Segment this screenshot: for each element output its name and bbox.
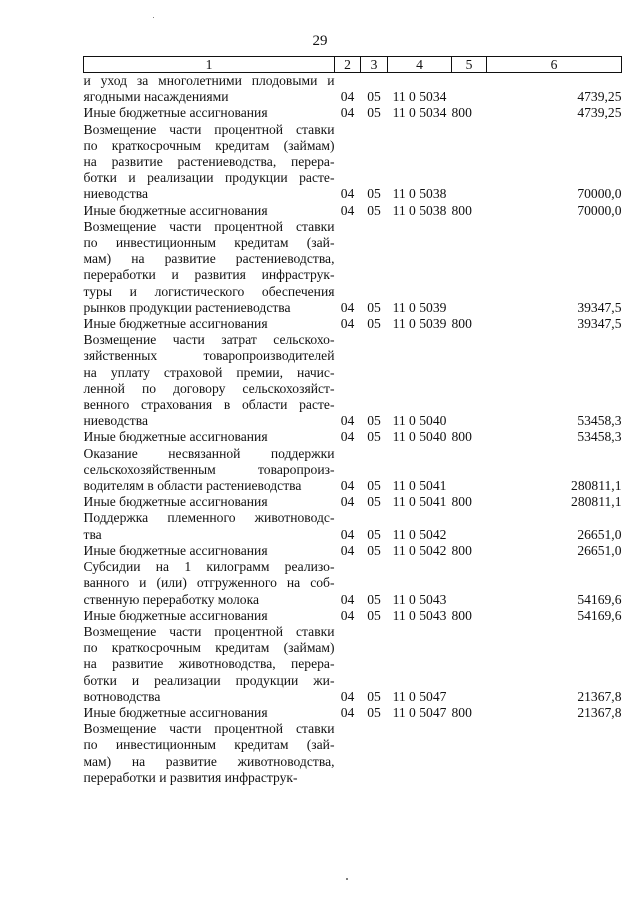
subsection-code: 05: [367, 704, 381, 720]
description-line: Возмещение части затрат сельскохо-: [83, 332, 335, 348]
row-description: [84, 624, 335, 705]
expense-type-code: 800: [451, 202, 472, 218]
expense-type-code: 800: [451, 429, 472, 445]
description-line: ниеводства: [83, 186, 148, 202]
amount-value: 70000,0: [577, 202, 622, 218]
description-line: по краткосрочным кредитам (займам): [83, 137, 335, 153]
column-header: 1: [84, 57, 335, 73]
row-description: [84, 105, 335, 121]
table-row: [84, 446, 622, 495]
subsection-code: 05: [367, 299, 381, 315]
section-code: 04: [340, 89, 355, 105]
section-code: 04: [340, 186, 355, 202]
target-article-code: 11 0 5042: [392, 542, 447, 558]
description-line: и уход за многолетними плодовыми и: [83, 73, 335, 88]
target-article-code: [388, 721, 452, 786]
subsection-code: 05: [367, 607, 381, 623]
subsection-code: 05: [367, 186, 381, 202]
description-line: Иные бюджетные ассигнования: [83, 607, 268, 623]
section-code: [335, 721, 361, 786]
expense-type-code: [452, 559, 487, 608]
section-code: 04: [340, 494, 355, 510]
target-article-code: 11 0 5039: [392, 299, 447, 315]
row-description: [84, 73, 335, 106]
target-article-code: 11 0 5038: [392, 186, 447, 202]
description-line: по краткосрочным кредитам (займам): [83, 640, 335, 656]
table-row: [84, 203, 622, 219]
section-code: 04: [340, 478, 355, 494]
target-article-code: 11 0 5034: [392, 105, 447, 121]
description-line: мам) на развитие растениеводства,: [83, 251, 335, 267]
section-code: 04: [340, 542, 355, 558]
expense-type-code: [452, 446, 487, 495]
amount-value: [487, 721, 622, 786]
column-header: 2: [335, 57, 361, 73]
row-description: [84, 219, 335, 316]
description-line: Возмещение части процентной ставки: [83, 121, 335, 137]
subsection-code: 05: [367, 89, 381, 105]
subsection-code: 05: [367, 202, 381, 218]
table-row: [84, 332, 622, 429]
target-article-code: 11 0 5041: [392, 494, 447, 510]
description-line: Иные бюджетные ассигнования: [83, 429, 268, 445]
section-code: 04: [340, 591, 355, 607]
section-code: 04: [340, 105, 355, 121]
subsection-code: 05: [367, 542, 381, 558]
description-line: сельскохозяйственным товаропроиз-: [83, 461, 335, 477]
expense-type-code: 800: [451, 704, 472, 720]
description-line: переработки и развития инфраструк-: [83, 769, 298, 785]
amount-value: 280811,1: [571, 494, 622, 510]
expense-type-code: 800: [451, 607, 472, 623]
table-row: [84, 559, 622, 608]
row-description: [84, 608, 335, 624]
subsection-code: 05: [367, 413, 381, 429]
target-article-code: 11 0 5039: [392, 316, 447, 332]
section-code: 04: [340, 704, 355, 720]
description-line: зяйственных товаропроизводителей: [83, 348, 335, 364]
description-line: туры и логистического обеспечения: [83, 283, 335, 299]
row-description: [84, 543, 335, 559]
table-row: [84, 494, 622, 510]
target-article-code: 11 0 5047: [392, 704, 447, 720]
table-row: [84, 543, 622, 559]
expense-type-code: 800: [451, 105, 472, 121]
row-description: [84, 446, 335, 495]
description-line: ягодными насаждениями: [83, 89, 229, 105]
expense-type-code: [452, 219, 487, 316]
table-row: [84, 624, 622, 705]
target-article-code: 11 0 5038: [392, 202, 447, 218]
description-line: Возмещение части процентной ставки: [83, 218, 335, 234]
table-row: [84, 105, 622, 121]
expense-type-code: 800: [451, 316, 472, 332]
section-code: 04: [340, 429, 355, 445]
table-row: [84, 705, 622, 721]
section-code: 04: [340, 688, 355, 704]
subsection-code: 05: [367, 105, 381, 121]
expense-type-code: 800: [451, 542, 472, 558]
budget-table: [83, 56, 622, 786]
section-code: 04: [340, 607, 355, 623]
subsection-code: 05: [367, 429, 381, 445]
description-line: Иные бюджетные ассигнования: [83, 494, 268, 510]
amount-value: 4739,25: [577, 105, 622, 121]
row-description: [84, 494, 335, 510]
row-description: [84, 510, 335, 542]
target-article-code: 11 0 5043: [392, 591, 447, 607]
row-description: [84, 203, 335, 219]
table-row: [84, 122, 622, 203]
target-article-code: 11 0 5034: [392, 89, 447, 105]
table-row: [84, 219, 622, 316]
amount-value: 53458,3: [577, 413, 622, 429]
section-code: 04: [340, 413, 355, 429]
description-line: Поддержка племенного животноводс-: [83, 510, 335, 526]
amount-value: 21367,8: [577, 688, 622, 704]
description-line: Иные бюджетные ассигнования: [83, 542, 268, 558]
description-line: на уплату страховой премии, начис-: [83, 364, 335, 380]
column-header: 6: [487, 57, 622, 73]
description-line: ственную переработку молока: [83, 591, 260, 607]
description-line: ботки и реализации продукции расте-: [83, 170, 335, 186]
column-header: 3: [361, 57, 388, 73]
column-header: 5: [452, 57, 487, 73]
column-header: 4: [388, 57, 452, 73]
row-description: [84, 429, 335, 445]
amount-value: 54169,6: [577, 591, 622, 607]
description-line: по инвестиционным кредитам (зай-: [83, 235, 335, 251]
description-line: Иные бюджетные ассигнования: [83, 105, 268, 121]
subsection-code: 05: [367, 316, 381, 332]
description-line: вотноводства: [83, 688, 161, 704]
table-row: [84, 73, 622, 106]
expense-type-code: [452, 122, 487, 203]
subsection-code: 05: [367, 688, 381, 704]
amount-value: 280811,1: [571, 478, 622, 494]
amount-value: 39347,5: [577, 299, 622, 315]
description-line: ниеводства: [83, 413, 148, 429]
amount-value: 70000,0: [577, 186, 622, 202]
subsection-code: 05: [367, 478, 381, 494]
table-row: [84, 429, 622, 445]
subsection-code: 05: [367, 494, 381, 510]
table-row: [84, 721, 622, 786]
target-article-code: 11 0 5043: [392, 607, 447, 623]
expense-type-code: [452, 332, 487, 429]
description-line: Возмещение части процентной ставки: [83, 721, 335, 737]
section-code: 04: [340, 526, 355, 542]
expense-type-code: 800: [451, 494, 472, 510]
amount-value: 21367,8: [577, 704, 622, 720]
table-row: [84, 510, 622, 542]
expense-type-code: [452, 721, 487, 786]
description-line: ботки и реализации продукции жи-: [83, 672, 335, 688]
description-line: Иные бюджетные ассигнования: [83, 704, 268, 720]
section-code: 04: [340, 299, 355, 315]
description-line: мам) на развитие животноводства,: [83, 753, 335, 769]
description-line: венного страхования в области расте-: [83, 397, 335, 413]
amount-value: 39347,5: [577, 316, 622, 332]
column-header-row: [84, 57, 622, 73]
amount-value: 4739,25: [577, 89, 622, 105]
row-description: [84, 559, 335, 608]
description-line: тва: [83, 526, 102, 542]
description-line: Субсидии на 1 килограмм реализо-: [83, 559, 335, 575]
target-article-code: 11 0 5047: [392, 688, 447, 704]
description-line: ленной по договору сельскохозяйст-: [83, 380, 335, 396]
subsection-code: 05: [367, 591, 381, 607]
row-description: [84, 705, 335, 721]
description-line: Возмещение части процентной ставки: [83, 623, 335, 639]
row-description: [84, 721, 335, 786]
description-line: Иные бюджетные ассигнования: [83, 316, 268, 332]
section-code: 04: [340, 316, 355, 332]
page-number: 29: [312, 33, 328, 49]
expense-type-code: [452, 73, 487, 106]
target-article-code: 11 0 5040: [392, 413, 447, 429]
expense-type-code: [452, 510, 487, 542]
target-article-code: 11 0 5041: [392, 478, 447, 494]
target-article-code: 11 0 5040: [392, 429, 447, 445]
amount-value: 53458,3: [577, 429, 622, 445]
description-line: на развитие животноводства, перера-: [83, 656, 335, 672]
amount-value: 54169,6: [577, 607, 622, 623]
row-description: [84, 332, 335, 429]
description-line: на развитие растениеводства, перера-: [83, 154, 335, 170]
scan-speck: [153, 17, 154, 18]
description-line: рынков продукции растениеводства: [83, 299, 291, 315]
amount-value: 26651,0: [577, 542, 622, 558]
row-description: [84, 122, 335, 203]
table-row: [84, 316, 622, 332]
description-line: Оказание несвязанной поддержки: [83, 445, 335, 461]
description-line: водителям в области растениеводства: [83, 478, 302, 494]
description-line: переработки и развития инфраструк-: [83, 267, 335, 283]
subsection-code: [361, 721, 388, 786]
scan-speck: [346, 878, 348, 880]
description-line: ванного и (или) отгруженного на соб-: [83, 575, 335, 591]
table-row: [84, 608, 622, 624]
target-article-code: 11 0 5042: [392, 526, 447, 542]
row-description: [84, 316, 335, 332]
description-line: по инвестиционным кредитам (зай-: [83, 737, 335, 753]
subsection-code: 05: [367, 526, 381, 542]
description-line: Иные бюджетные ассигнования: [83, 202, 268, 218]
section-code: 04: [340, 202, 355, 218]
table-body: [84, 73, 622, 786]
amount-value: 26651,0: [577, 526, 622, 542]
expense-type-code: [452, 624, 487, 705]
